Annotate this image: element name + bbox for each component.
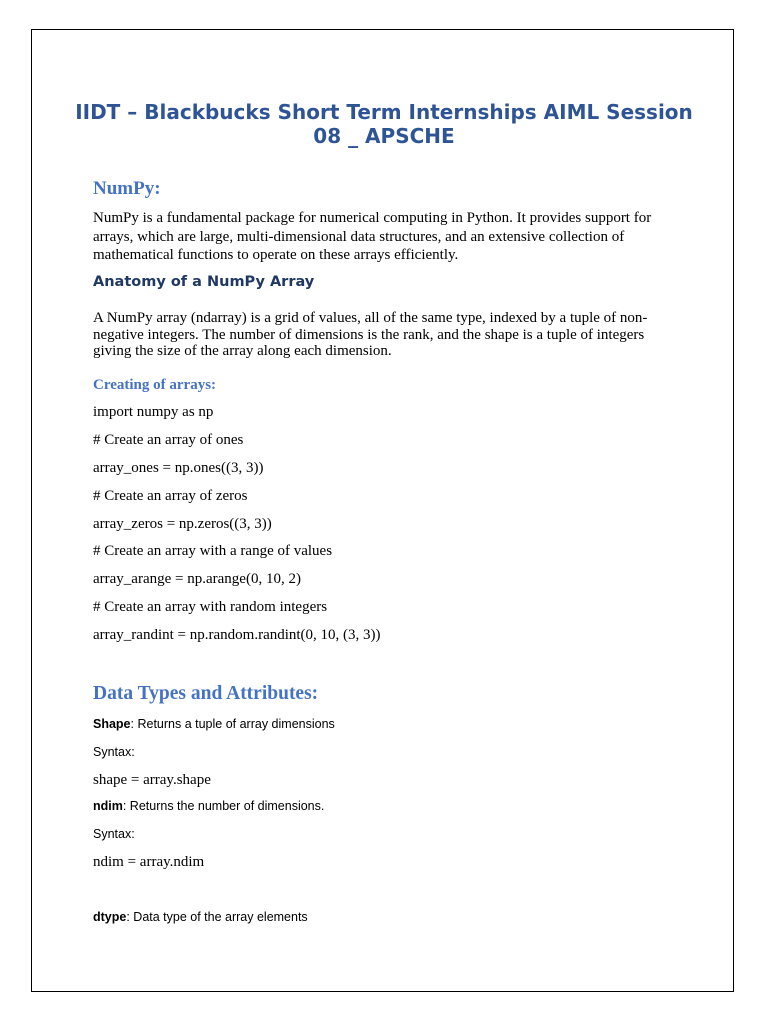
code-line-comment-ones: # Create an array of ones [93, 432, 244, 448]
code-line-zeros: array_zeros = np.zeros((3, 3)) [93, 516, 272, 532]
anatomy-paragraph: A NumPy array (ndarray) is a grid of values, all of the same type, indexed by a tuple of non-negative integers. The number of dimensions is the rank, and the shape is a tuple of integers giving the size of the array along each dimension. [93, 310, 648, 359]
dtype-desc: : Data type of the array elements [126, 910, 308, 924]
ndim-desc: : Returns the number of dimensions. [122, 799, 325, 813]
code-line-comment-arange: # Create an array with a range of values [93, 543, 333, 559]
code-line-ones: array_ones = np.ones((3, 3)) [93, 460, 264, 476]
ndim-term: ndim [93, 799, 123, 813]
shape-description [93, 717, 335, 731]
creating-arrays-heading: Creating of arrays: [93, 377, 217, 393]
page-border [31, 29, 734, 992]
numpy-heading: NumPy: [93, 178, 161, 199]
code-line-comment-randint: # Create an array with random integers [93, 599, 328, 615]
shape-term: Shape [93, 717, 131, 731]
dtype-description [93, 910, 308, 924]
numpy-intro-paragraph: NumPy is a fundamental package for numerical computing in Python. It provides support for arrays, which are large, multi-dimensional data structures, and an extensive collection of mathematical functions to operate on these arrays efficiently. [93, 210, 652, 263]
ndim-syntax-label: Syntax: [93, 827, 135, 841]
shape-syntax-code: shape = array.shape [93, 772, 211, 788]
ndim-description [93, 799, 324, 813]
code-line-comment-zeros: # Create an array of zeros [93, 488, 248, 504]
shape-desc: : Returns a tuple of array dimensions [130, 717, 335, 731]
code-line-randint: array_randint = np.random.randint(0, 10, (3, 3)) [93, 627, 381, 643]
ndim-syntax-code: ndim = array.ndim [93, 854, 205, 870]
dtype-term: dtype [93, 910, 127, 924]
anatomy-heading: Anatomy of a NumPy Array [93, 274, 315, 290]
code-line-import: import numpy as np [93, 404, 214, 420]
shape-syntax-label: Syntax: [93, 745, 135, 759]
code-line-arange: array_arange = np.arange(0, 10, 2) [93, 571, 301, 587]
data-types-heading: Data Types and Attributes: [93, 683, 319, 704]
document-title: IIDT – Blackbucks Short Term Internships AIML Session 08 _ APSCHE [75, 100, 693, 148]
